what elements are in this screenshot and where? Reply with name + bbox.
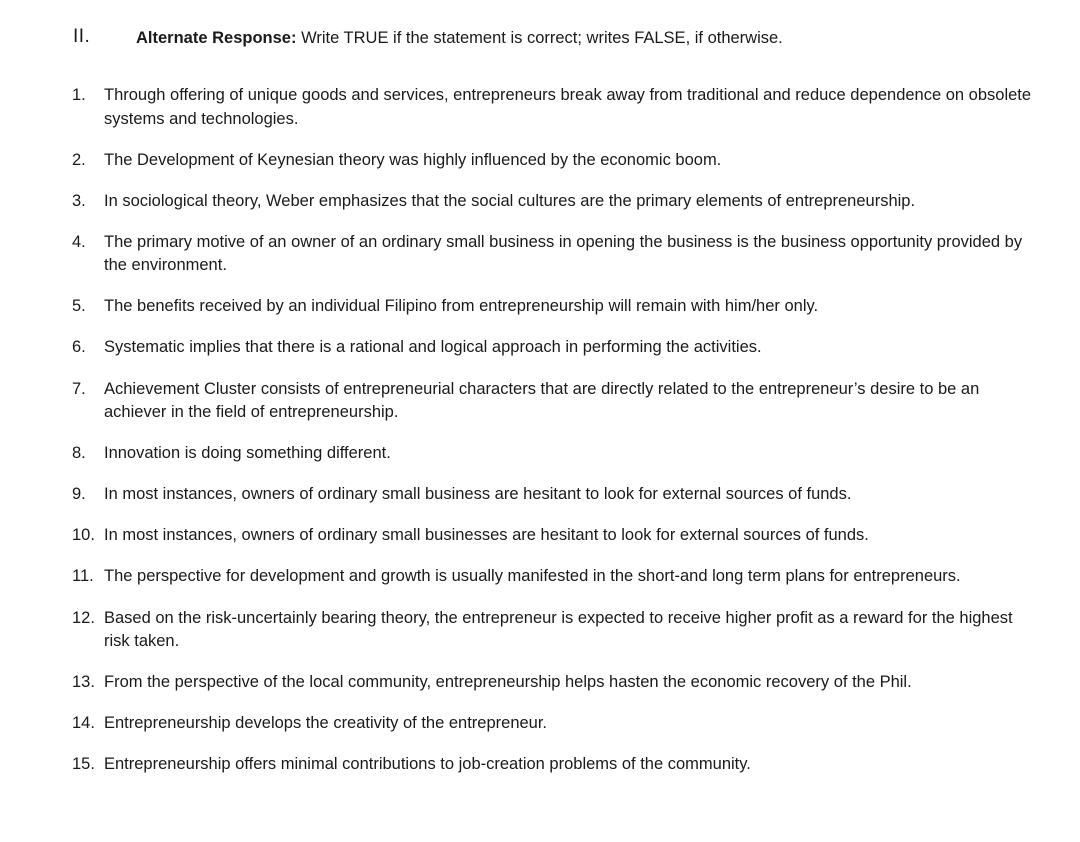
question-item [72,149,1032,173]
question-text: The benefits received by an individual Filipino from entrepreneurship will remain with him/her only. [104,297,819,316]
question-text: From the perspective of the local community, entrepreneurship helps hasten the economic recovery of the Phil. [104,673,912,692]
question-item [72,753,1032,777]
question-item [72,671,1032,695]
question-number: 14. [72,714,95,733]
question-item [72,190,1032,214]
question-item [72,231,1032,278]
question-text: The perspective for development and growth is usually manifested in the short-and long term plans for entrepreneurs. [104,567,961,586]
question-item [72,295,1032,319]
section-instruction-line [136,29,783,48]
question-item [72,607,1032,654]
question-item [72,84,1032,131]
question-list [72,84,1032,794]
question-text: Entrepreneurship offers minimal contributions to job-creation problems of the community. [104,755,751,774]
question-text: In sociological theory, Weber emphasizes that the social cultures are the primary elements of entrepreneurship. [104,191,916,210]
question-number: 13. [72,673,95,692]
question-text: Based on the risk-uncertainly bearing theory, the entrepreneur is expected to receive higher profit as a reward for the highest risk taken. [104,608,1013,651]
question-number: 12. [72,608,95,627]
question-number: 6. [72,338,86,357]
question-text: In most instances, owners of ordinary small business are hesitant to look for external sources of funds. [104,485,852,504]
question-number: 15. [72,755,95,774]
question-number: 4. [72,232,86,251]
question-item [72,336,1032,360]
question-text: In most instances, owners of ordinary small businesses are hesitant to look for external sources of funds. [104,526,869,545]
question-item [72,483,1032,507]
question-number: 11. [72,567,94,586]
question-number: 9. [72,485,86,504]
question-text: The Development of Keynesian theory was highly influenced by the economic boom. [104,150,722,169]
question-number: 8. [72,444,86,463]
question-text: Entrepreneurship develops the creativity of the entrepreneur. [104,714,548,733]
section-instruction: Write TRUE if the statement is correct; writes FALSE, if otherwise. [301,29,783,47]
question-text: Systematic implies that there is a rational and logical approach in performing the activities. [104,338,762,357]
question-number: 5. [72,297,86,316]
section-header [73,24,1033,54]
question-item [72,565,1032,589]
question-number: 10. [72,526,95,545]
question-text: The primary motive of an owner of an ordinary small business in opening the business is the business opportunity provided by the environment. [104,232,1023,275]
question-text: Achievement Cluster consists of entrepreneurial characters that are directly related to the entrepreneur’s desire to be an achiever in the field of entrepreneurship. [104,379,980,422]
question-number: 3. [72,191,86,210]
question-item [72,378,1032,425]
question-number: 2. [72,150,86,169]
question-item [72,524,1032,548]
section-label: Alternate Response: [136,29,297,47]
question-text: Through offering of unique goods and services, entrepreneurs break away from traditional and reduce dependence on obsolete systems and technologies. [104,86,1032,128]
question-text: Innovation is doing something different. [104,444,391,463]
question-number: 7. [72,379,86,398]
question-item [72,712,1032,736]
section-number: II. [73,26,91,47]
question-item [72,442,1032,466]
question-number: 1. [72,86,86,104]
